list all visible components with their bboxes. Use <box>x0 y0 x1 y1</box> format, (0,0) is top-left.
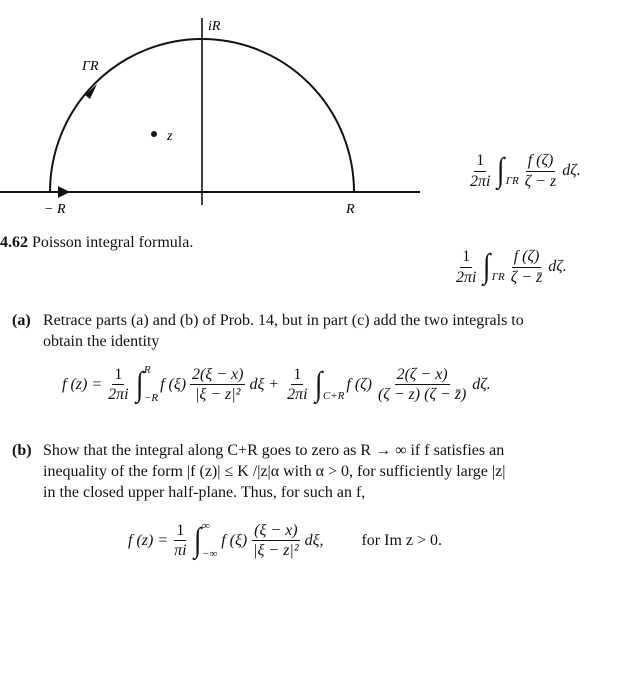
label-minus-R: − R <box>44 202 66 217</box>
label-z: z <box>167 129 173 144</box>
point-z <box>151 131 157 137</box>
part-b-line2: inequality of the form |f (z)| ≤ K /|z|α with α > 0, for sufficiently large |z| <box>43 463 506 480</box>
equation-b: f (z) = $\frac{1}{\pi i}$ ∫ ∞ −∞ f (ξ) $\frac{(\xi - x)}{\text{|ξ − z|²}}$ dξ, for Im z > 0. <box>128 520 443 560</box>
part-b-line3: in the closed upper half-plane. Thus, for such an f, <box>43 484 366 501</box>
arrow-head-axis <box>58 186 70 198</box>
problem-heading: 4.62 Poisson integral formula. <box>0 234 194 251</box>
equation-mid: $\frac{1}{2\pi i}$ ∫ ΓR $\frac{f (\zeta)}{\zeta - z̄}$ dζ. <box>456 248 567 286</box>
contour-diagram <box>0 0 420 230</box>
part-b-label: (b) <box>12 442 32 459</box>
label-iR: iR <box>208 19 221 34</box>
part-b-line1: Show that the integral along C+R goes to zero as R → ∞ if f satisfies an <box>43 442 505 459</box>
part-a-line2: obtain the identity <box>43 333 160 350</box>
part-a-label: (a) <box>12 312 31 329</box>
label-R: R <box>346 202 355 217</box>
equation-a: f (z) = $\frac{1}{2\pi i}$ ∫ R −R f (ξ) $\frac{2(\xi - x)}{\text{|ξ − z|²}}$ dξ + $\frac{1}{2\pi i}$ ∫ C+R f (ζ) $\frac{2(\zeta - x)}{(\zeta - z) (\zeta - z̄)}$ dζ. <box>62 364 491 404</box>
part-a-line1: Retrace parts (a) and (b) of Prob. 14, but in part (c) add the two integrals to <box>43 312 524 329</box>
equation-top: $\frac{1}{2\pi i}$ ∫ ΓR $\frac{f (\zeta)}{\zeta - z}$ dζ. <box>470 152 581 190</box>
label-gamma: ΓR <box>82 59 99 74</box>
